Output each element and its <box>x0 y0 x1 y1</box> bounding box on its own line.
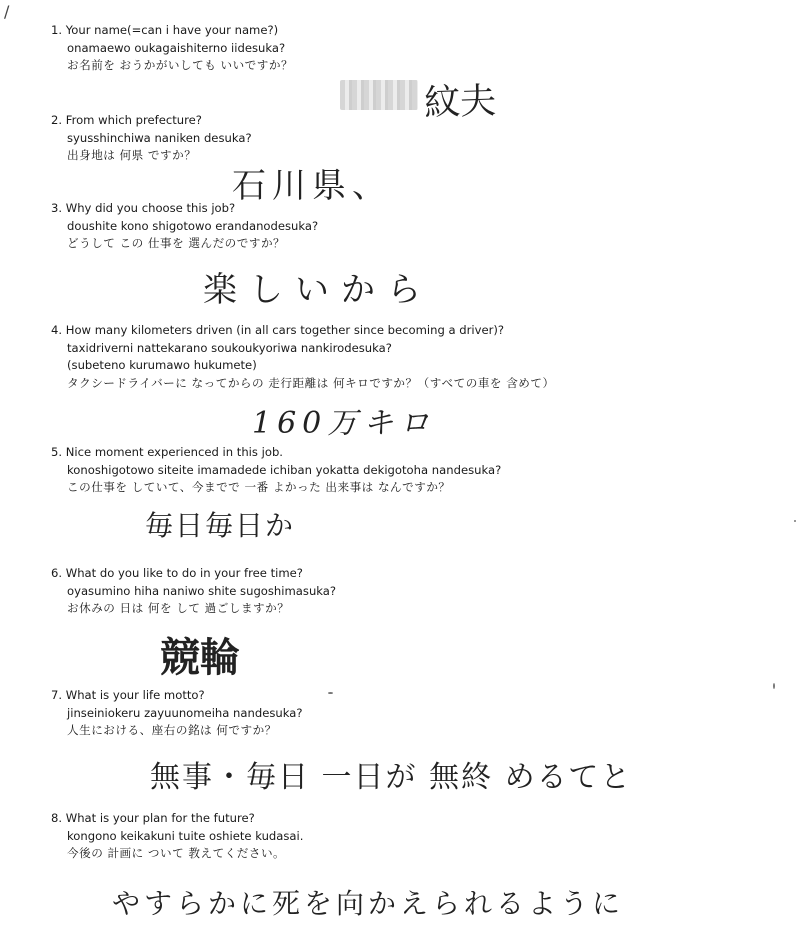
question-6 <box>51 565 336 618</box>
question-english: 3. Why did you choose this job? <box>51 201 236 215</box>
question-romaji: jinseiniokeru zayuunomeiha nandesuka? <box>67 705 303 720</box>
question-japanese: 今後の 計画に ついて 教えてください。 <box>67 846 286 860</box>
answer-2-handwritten: 石川県、 <box>232 166 392 206</box>
question-8 <box>51 810 303 863</box>
question-romaji: onamaewo oukagaishiterno iidesuka? <box>67 40 286 55</box>
question-7 <box>51 687 303 740</box>
question-japanese: この仕事を していて、今までで 一番 よかった 出来事は なんですか？ <box>67 480 451 494</box>
answer-5-handwritten: 毎日毎日か <box>145 509 296 542</box>
question-5 <box>51 444 501 497</box>
question-english: 8. What is your plan for the future? <box>51 811 255 825</box>
question-japanese: タクシードライバーに なってからの 走行距離は 何キロですか？（すべての車を 含めて） <box>67 375 555 390</box>
scan-speck <box>794 520 796 522</box>
question-english: 7. What is your life motto? <box>51 688 205 702</box>
answer-1-handwritten: 紋夫 <box>423 80 497 125</box>
question-3 <box>51 200 318 253</box>
question-romaji: taxidriverni nattekarano soukoukyoriwa nankirodesuka? <box>67 340 392 355</box>
question-romaji: doushite kono shigotowo erandanodesuka? <box>67 218 319 233</box>
question-romaji-note: (subeteno kurumawo hukumete) <box>67 358 257 372</box>
answer-8-handwritten: やすらかに死を向かえられるように <box>112 887 625 920</box>
answer-3-handwritten: 楽しいから <box>203 270 433 310</box>
question-english: 1. Your name(=can i have your name?) <box>51 23 279 37</box>
answer-6-handwritten: 競輪 <box>160 634 240 681</box>
question-romaji: kongono keikakuni tuite oshiete kudasai. <box>67 828 304 843</box>
question-english: 2. From which prefecture? <box>51 113 202 127</box>
redacted-name-blur <box>340 80 418 110</box>
question-2 <box>51 112 252 165</box>
question-english: 6. What do you like to do in your free time? <box>51 566 303 580</box>
answer-4-handwritten: 160万キロ <box>252 406 436 441</box>
question-japanese: 人生における、座右の銘は 何ですか？ <box>67 723 277 737</box>
question-1 <box>51 22 293 75</box>
question-japanese: お休みの 日は 何を して 過ごしますか？ <box>67 601 290 615</box>
question-english: 5. Nice moment experienced in this job. <box>51 445 283 459</box>
page-mark: / <box>4 2 10 21</box>
question-romaji: konoshigotowo siteite imamadede ichiban yokatta dekigotoha nandesuka? <box>67 462 502 477</box>
question-romaji: oyasumino hiha naniwo shite sugoshimasuka? <box>67 583 337 598</box>
question-japanese: どうして この 仕事を 選んだのですか？ <box>67 236 286 250</box>
answer-7-handwritten: 無事・毎日 一日が 無終 めるてと <box>150 760 633 795</box>
question-english: 4. How many kilometers driven (in all cars together since becoming a driver)? <box>51 323 505 337</box>
question-4 <box>51 322 555 392</box>
scan-speck <box>328 692 333 694</box>
scan-speck <box>773 683 775 689</box>
question-japanese: お名前を おうかがいしても いいですか？ <box>67 58 294 72</box>
question-japanese: 出身地は 何県 ですか？ <box>67 148 197 162</box>
question-romaji: syusshinchiwa naniken desuka? <box>67 130 252 145</box>
